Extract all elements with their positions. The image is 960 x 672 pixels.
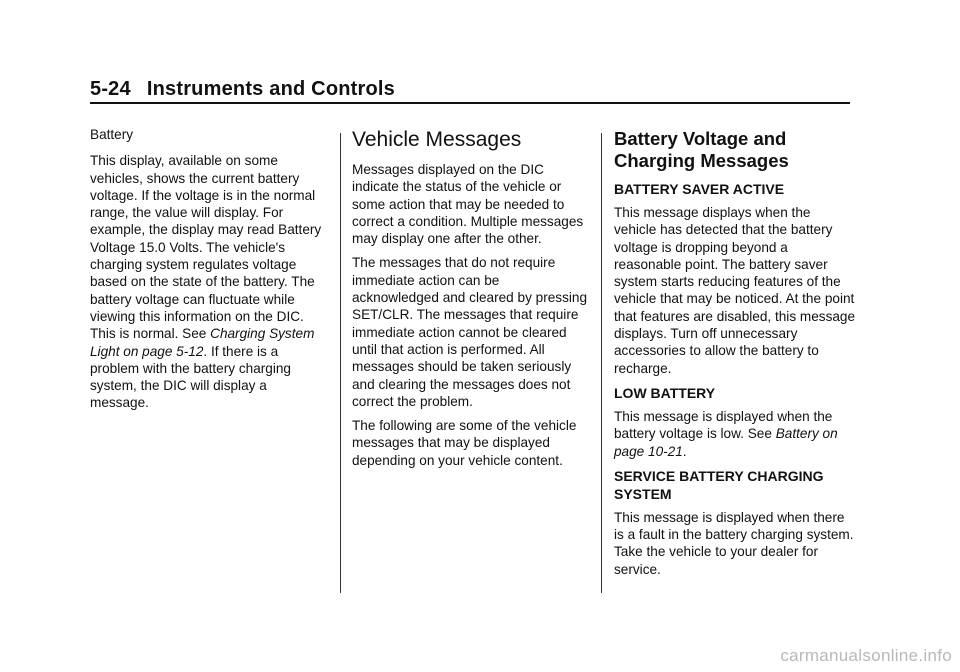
column-1: [90, 126, 326, 419]
column-2: [352, 126, 590, 476]
column-divider-1: [340, 133, 341, 593]
battery-voltage-title: Battery Voltage and Charging Messages: [614, 128, 789, 171]
battery-text-post: . If there is a problem with the battery charging system, the DIC will display a message.: [90, 343, 291, 411]
battery-reference[interactable]: Battery on page 10-21: [614, 426, 838, 459]
battery-label: Battery: [90, 127, 134, 142]
battery-text-pre: This display, available on some vehicles, shows the current battery voltage. If the voltage is in the normal range, the value will display. For example, the display may read Battery Voltage 15.0 Volts. The vehicle's charging system regulates voltage based on the state of the battery. The battery voltage can fluctuate while viewing this information on the DIC. This is normal. See: [90, 153, 322, 342]
vehicle-messages-title: Vehicle Messages: [352, 128, 522, 151]
battery-saver-heading: BATTERY SAVER ACTIVE: [614, 181, 785, 197]
low-battery-heading: LOW BATTERY: [614, 384, 716, 401]
service-battery-text: This message is displayed when there is a fault in the battery charging system. Take the vehicle to your dealer for service.: [614, 509, 854, 577]
low-battery-text-post: .: [682, 443, 687, 459]
column-3: [614, 126, 856, 585]
vehicle-messages-paragraph-1: Messages displayed on the DIC indicate the status of the vehicle or some action that may be needed to correct a condition. Multiple messages may display one after the other.: [352, 162, 584, 247]
service-battery-heading: SERVICE BATTERY CHARGING SYSTEM: [614, 467, 824, 502]
battery-paragraph: [90, 152, 326, 411]
chapter-title: Instruments and Controls: [146, 78, 395, 100]
low-battery-paragraph: [614, 408, 856, 460]
vehicle-messages-paragraph-2: The messages that do not require immediate action can be acknowledged and cleared by pressing SET/CLR. The messages that require immediate action cannot be cleared until that action is performed. All messages should be taken seriously and clearing the messages does not correct the problem.: [352, 255, 588, 409]
column-divider-2: [601, 133, 602, 593]
page-header: [90, 78, 850, 101]
watermark: carmanualsonline.info: [780, 646, 952, 665]
page-number: 5-24: [90, 78, 131, 100]
vehicle-messages-paragraph-3: The following are some of the vehicle messages that may be displayed depending on your vehicle content.: [352, 418, 577, 468]
low-battery-text-pre: This message is displayed when the battery voltage is low. See: [614, 408, 833, 442]
battery-saver-text: This message displays when the vehicle has detected that the battery voltage is dropping beyond a reasonable point. The battery saver system starts reducing features of the vehicle that may be noticed. At the point that features are disabled, this message displays. Turn off unnecessary accessories to allow the battery to recharge.: [614, 205, 856, 376]
header-rule: [90, 102, 850, 104]
charging-light-reference[interactable]: Charging System Light on page 5-12: [90, 326, 315, 359]
